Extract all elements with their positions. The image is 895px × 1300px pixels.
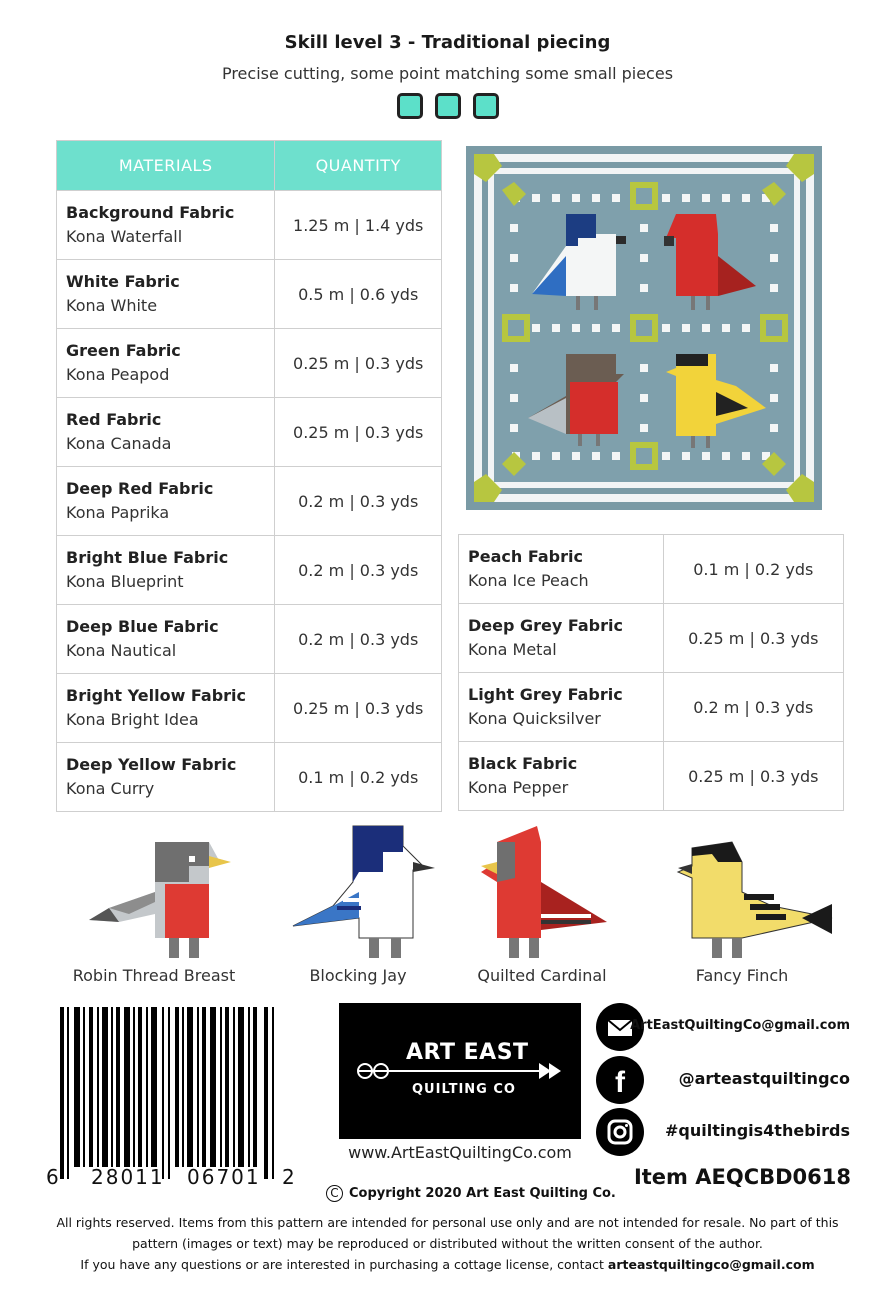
bird-label: Blocking Jay <box>309 966 407 985</box>
material-row <box>459 604 844 673</box>
materials-table <box>56 140 442 812</box>
bird-label: Robin Thread Breast <box>72 966 236 985</box>
fabric-kona: Kona Blueprint <box>66 572 184 591</box>
quantity-column-header: QUANTITY <box>275 141 442 191</box>
material-row <box>459 673 844 742</box>
fabric-name: Deep Grey Fabric <box>468 616 623 635</box>
fabric-quantity: 0.1 m | 0.2 yds <box>275 743 442 812</box>
material-row <box>57 605 442 674</box>
material-row <box>57 536 442 605</box>
bird-finch <box>642 822 842 985</box>
legal-line-contact <box>40 1254 855 1275</box>
fabric-kona: Kona Paprika <box>66 503 170 522</box>
barcode-digit-last: 2 <box>282 1165 295 1189</box>
fabric-kona: Kona White <box>66 296 158 315</box>
facebook-icon[interactable] <box>596 1056 644 1104</box>
fabric-name: Deep Blue Fabric <box>66 617 219 636</box>
bird-gallery <box>0 822 895 992</box>
skill-description: Precise cutting, some point matching some small pieces <box>221 64 674 83</box>
svg-text:f: f <box>615 1066 625 1099</box>
quilt-image <box>466 146 822 510</box>
fabric-name: Red Fabric <box>66 410 162 429</box>
fabric-name: Peach Fabric <box>468 547 583 566</box>
logo-title: ART EAST <box>406 1040 529 1065</box>
fabric-kona: Kona Quicksilver <box>468 709 601 728</box>
barcode <box>42 1005 302 1195</box>
bird-cardinal <box>442 822 642 985</box>
fabric-quantity: 0.25 m | 0.3 yds <box>663 742 843 811</box>
fabric-name: Deep Yellow Fabric <box>66 755 237 774</box>
bird-blue-jay <box>258 822 458 985</box>
fabric-kona: Kona Metal <box>468 640 557 659</box>
fabric-name: Bright Yellow Fabric <box>66 686 247 705</box>
fabric-quantity: 0.25 m | 0.3 yds <box>275 674 442 743</box>
fabric-name: Deep Red Fabric <box>66 479 214 498</box>
robin-illustration <box>69 822 239 962</box>
material-row <box>57 329 442 398</box>
fabric-kona: Kona Ice Peach <box>468 571 589 590</box>
instagram-icon[interactable] <box>596 1108 644 1156</box>
fabric-quantity: 0.25 m | 0.3 yds <box>275 398 442 467</box>
bird-label: Fancy Finch <box>695 966 789 985</box>
materials-table-continued <box>458 534 844 811</box>
fabric-quantity: 0.2 m | 0.3 yds <box>663 673 843 742</box>
material-row <box>57 467 442 536</box>
fabric-kona: Kona Peapod <box>66 365 170 384</box>
skill-box <box>435 93 461 119</box>
material-row <box>57 674 442 743</box>
material-row <box>57 260 442 329</box>
fabric-kona: Kona Nautical <box>66 641 177 660</box>
skill-box <box>397 93 423 119</box>
material-row <box>459 535 844 604</box>
fabric-kona: Kona Canada <box>66 434 172 453</box>
email-address[interactable]: ArtEastQuiltingCo@gmail.com <box>630 1018 850 1033</box>
fabric-quantity: 0.2 m | 0.3 yds <box>275 605 442 674</box>
item-code: Item AEQCBD0618 <box>633 1165 851 1189</box>
fabric-quantity: 0.5 m | 0.6 yds <box>275 260 442 329</box>
barcode-digits-right: 06701 <box>187 1165 261 1189</box>
fabric-kona: Kona Bright Idea <box>66 710 199 729</box>
barcode-digit-first: 6 <box>46 1165 59 1189</box>
blue-jay-illustration <box>273 822 443 962</box>
website-link[interactable]: www.ArtEastQuiltingCo.com <box>348 1143 572 1162</box>
fabric-kona: Kona Curry <box>66 779 155 798</box>
fabric-quantity: 0.2 m | 0.3 yds <box>275 536 442 605</box>
copyright <box>326 1185 616 1202</box>
bird-label: Quilted Cardinal <box>477 966 607 985</box>
skill-title: Skill level 3 - Traditional piecing <box>284 32 611 53</box>
copyright-text: Copyright 2020 Art East Quilting Co. <box>349 1186 616 1201</box>
fabric-name: White Fabric <box>66 272 180 291</box>
fabric-name: Light Grey Fabric <box>468 685 623 704</box>
legal-line: pattern (images or text) may be reproduced or distributed without the written consent of the author. <box>132 1236 763 1251</box>
legal-notice <box>40 1212 855 1275</box>
legal-line: If you have any questions or are interested in purchasing a cottage license, contact <box>80 1257 604 1272</box>
skill-level-indicator <box>0 93 895 119</box>
fabric-name: Green Fabric <box>66 341 181 360</box>
materials-column-header: MATERIALS <box>57 141 275 191</box>
logo-subtitle: QUILTING CO <box>412 1082 516 1097</box>
fabric-quantity: 0.25 m | 0.3 yds <box>275 329 442 398</box>
material-row <box>57 398 442 467</box>
fabric-name: Black Fabric <box>468 754 578 773</box>
instagram-hashtag[interactable]: #quiltingis4thebirds <box>664 1121 850 1140</box>
fabric-kona: Kona Waterfall <box>66 227 183 246</box>
material-row <box>57 191 442 260</box>
material-row <box>57 743 442 812</box>
legal-line: All rights reserved. Items from this pattern are intended for personal use only and are not intended for resale. No part of this <box>56 1215 839 1230</box>
fabric-quantity: 0.1 m | 0.2 yds <box>663 535 843 604</box>
skill-header <box>0 32 895 119</box>
fabric-quantity: 1.25 m | 1.4 yds <box>275 191 442 260</box>
contact-email[interactable]: arteastquiltingco@gmail.com <box>607 1257 815 1272</box>
fabric-name: Background Fabric <box>66 203 235 222</box>
fabric-quantity: 0.2 m | 0.3 yds <box>275 467 442 536</box>
fabric-quantity: 0.25 m | 0.3 yds <box>663 604 843 673</box>
barcode-digits-left: 28011 <box>91 1165 165 1189</box>
finch-illustration <box>642 822 842 962</box>
copyright-icon: C <box>326 1185 343 1202</box>
cardinal-illustration <box>457 822 627 962</box>
bird-robin <box>54 822 254 985</box>
facebook-handle[interactable]: @arteastquiltingco <box>678 1069 850 1088</box>
skill-box <box>473 93 499 119</box>
fabric-kona: Kona Pepper <box>468 778 569 797</box>
material-row <box>459 742 844 811</box>
fabric-name: Bright Blue Fabric <box>66 548 229 567</box>
